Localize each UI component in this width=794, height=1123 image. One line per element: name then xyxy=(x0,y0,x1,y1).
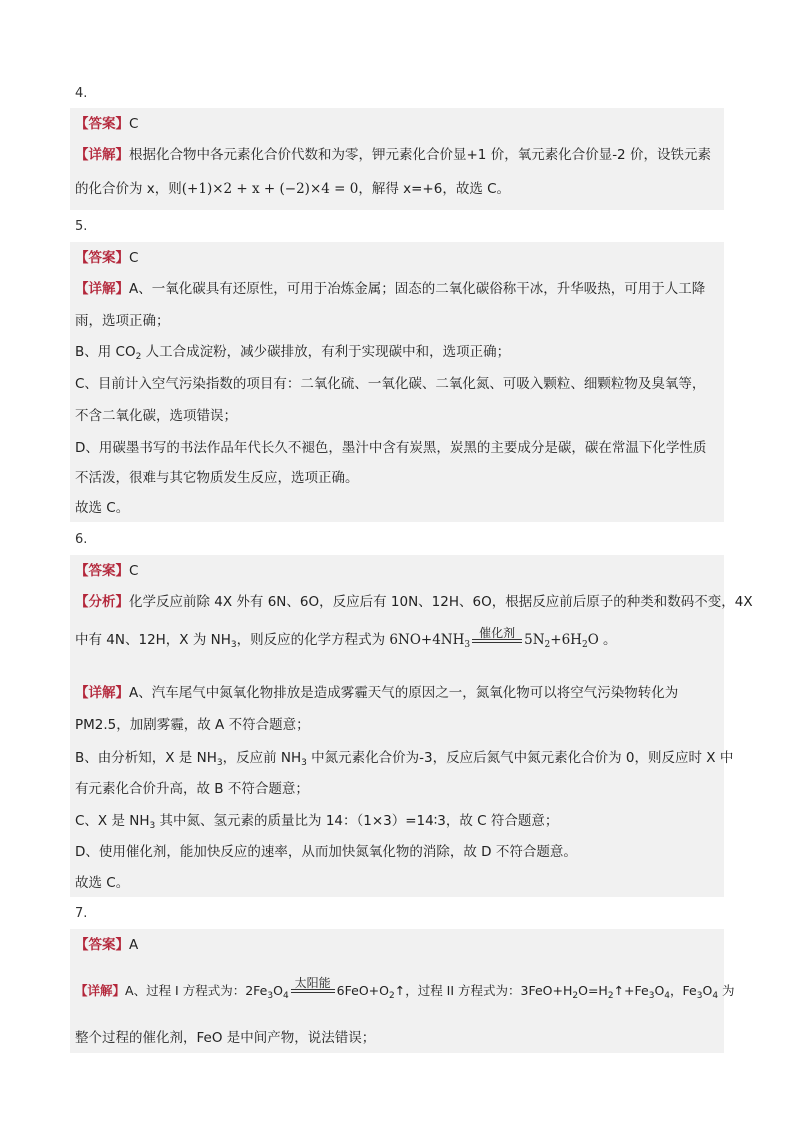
detail-line xyxy=(75,873,129,893)
detail-line xyxy=(75,1028,375,1048)
detail-text: 人工合成淀粉，减少碳排放，有利于实现碳中和，选项正确； xyxy=(141,344,511,360)
detail-line xyxy=(75,374,705,394)
detail-line xyxy=(75,179,510,199)
subscript: 3 xyxy=(149,821,156,831)
analysis-line xyxy=(75,592,753,612)
subscript: 3 xyxy=(301,758,307,768)
detail-text: 整个过程的催化剂，FeO 是中间产物，说法错误； xyxy=(75,1030,376,1046)
answer-line xyxy=(75,935,138,955)
answer-tag: 【答案】 xyxy=(75,563,129,579)
detail-text: 的化合价为 x，则 xyxy=(75,181,182,197)
subscript: 2 xyxy=(135,352,142,362)
answer-tag: 【答案】 xyxy=(75,250,129,266)
detail-tag: 【详解】 xyxy=(75,685,129,701)
answer-block xyxy=(70,108,724,210)
detail-text: C、X 是 NH xyxy=(75,813,150,829)
detail-text: 中氮元素化合价为-3，反应后氮气中氮元素化合价为 0，则反应时 X 中 xyxy=(306,750,734,766)
detail-line xyxy=(75,468,359,488)
detail-line xyxy=(75,342,510,367)
detail-line xyxy=(75,438,706,458)
detail-text: 不活泼，很难与其它物质发生反应，选项正确。 xyxy=(75,470,359,486)
detail-text: PM2.5，加剧雾霾，故 A 不符合题意； xyxy=(75,717,310,733)
answer-block xyxy=(70,242,724,522)
detail-text: 不含二氧化碳，选项错误； xyxy=(75,408,237,424)
detail-line xyxy=(75,279,705,299)
detail-text: ，反应前 NH xyxy=(222,750,302,766)
analysis-tag: 【分析】 xyxy=(75,594,129,610)
detail-line xyxy=(75,145,711,165)
detail-tag: 【详解】 xyxy=(75,983,126,998)
detail-text: A、汽车尾气中氮氧化物排放是造成雾霾天气的原因之一，氮氧化物可以将空气污染物转化为 xyxy=(129,685,679,701)
answer-tag: 【答案】 xyxy=(75,116,129,132)
detail-line xyxy=(75,498,129,518)
answer-value: C xyxy=(129,250,139,266)
question-number: 4. xyxy=(75,86,88,101)
detail-line xyxy=(75,748,733,773)
detail-text: ，解得 x=+6，故选 C。 xyxy=(358,181,511,197)
answer-tag: 【答案】 xyxy=(75,937,129,953)
detail-line xyxy=(75,406,237,426)
question-number: 5. xyxy=(75,219,88,234)
detail-text: 其中氮、氢元素的质量比为 14：（1×3）=14∶3，故 C 符合题意； xyxy=(155,813,559,829)
detail-text: 根据化合物中各元素化合价代数和为零，钾元素化合价显+1 价，氧元素化合价显-2 价，设铁元素 xyxy=(129,147,711,163)
detail-line xyxy=(75,842,577,862)
detail-text: 雨，选项正确； xyxy=(75,313,170,329)
solar-energy-arrow: 太阳能 xyxy=(291,977,335,993)
answer-block xyxy=(70,555,753,897)
analysis-line: 中有 4N、12H，X 为 $NH_3$，则反应的化学方程式为 $6NO+4NH_3$ 催化剂 $5N_2+6H_2O$ 。 xyxy=(75,626,617,650)
answer-line xyxy=(75,561,138,581)
detail-tag: 【详解】 xyxy=(75,281,129,297)
answer-value: C xyxy=(129,116,139,132)
conclusion-text: 故选 C。 xyxy=(75,500,130,516)
detail-line xyxy=(75,715,310,735)
equation: $6NO+4NH_3$ 催化剂 $5N_2+6H_2O$ xyxy=(389,626,599,650)
detail-text: D、使用催化剂，能加快反应的速率，从而加快氮氧化物的消除，故 D 不符合题意。 xyxy=(75,844,577,860)
detail-line: 【详解】A、过程 I 方程式为：$2Fe_3O_4$ 太阳能 $6FeO+O_2↑$，过程 II 方程式为：$3FeO+H_2O=H_2↑+Fe_3O_4$，$Fe_3O_4$ 为 xyxy=(75,976,735,1001)
detail-line xyxy=(75,811,558,836)
analysis-text: 中有 4N、12H，X 为 NH xyxy=(75,632,231,648)
answer-value: A xyxy=(129,937,139,953)
subscript: 3 xyxy=(230,640,237,650)
answer-line xyxy=(75,248,138,268)
detail-line xyxy=(75,311,170,331)
detail-text: 有元素化合价升高，故 B 不符合题意； xyxy=(75,781,309,797)
answer-value: C xyxy=(129,563,139,579)
catalyst-arrow: 催化剂 xyxy=(472,627,522,643)
subscript: 3 xyxy=(216,758,223,768)
detail-line xyxy=(75,683,678,703)
analysis-text: ，则反应的化学方程式为 xyxy=(236,632,390,648)
detail-tag: 【详解】 xyxy=(75,147,129,163)
detail-text: D、用碳墨书写的书法作品年代长久不褪色，墨汁中含有炭黑，炭黑的主要成分是碳，碳在常温下化学性质 xyxy=(75,440,707,456)
answer-block xyxy=(70,929,735,1053)
detail-line xyxy=(75,779,309,799)
detail-text: B、由分析知，X 是 NH xyxy=(75,750,217,766)
detail-text: A、一氧化碳具有还原性，可用于冶炼金属；固态的二氧化碳俗称干冰，升华吸热，可用于人工降 xyxy=(129,281,706,297)
answer-line xyxy=(75,114,138,134)
conclusion-text: 故选 C。 xyxy=(75,875,130,891)
detail-text: B、用 CO xyxy=(75,344,136,360)
detail-text: C、目前计入空气污染指数的项目有：二氧化硫、一氧化碳、二氧化氮、可吸入颗粒、细颗粒物及臭氧等， xyxy=(75,376,706,392)
analysis-text: 化学反应前除 4X 外有 6N、6O，反应后有 10N、12H、6O，根据反应前后原子的种类和数码不变，4X xyxy=(129,594,753,610)
question-number: 7. xyxy=(75,906,88,921)
equation: (+1)×2 + x + (−2)×4 = 0 xyxy=(181,181,359,197)
question-number: 6. xyxy=(75,532,88,547)
